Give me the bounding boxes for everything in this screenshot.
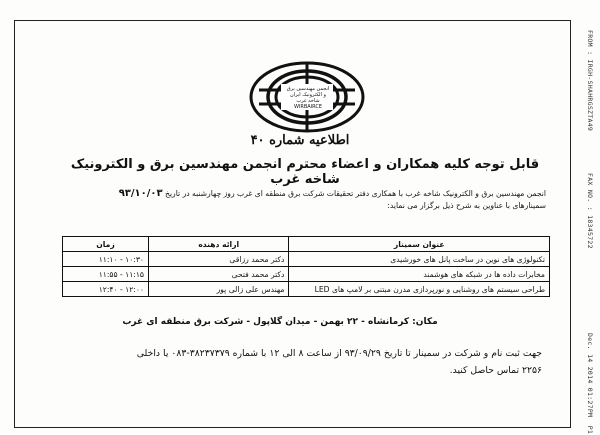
row-presenter: دکتر محمد رزاقی [149,252,289,267]
table-row [63,252,550,267]
intro-paragraph [60,188,546,212]
table-row [63,282,550,297]
fax-header-strip [580,30,594,435]
row-title: طراحی سیستم های روشنایی و نورپردازی مدرن مبتنی بر لامپ های LED [289,282,550,297]
seminar-date: ۹۳/۱۰/۰۳ [118,188,163,199]
table-header-row [63,237,550,252]
header-title: عنوان سمینار [289,237,550,252]
row-time: ۱۲:۰۰ - ۱۲:۴۰ [63,282,149,297]
registration-line-2: ۲۲۵۶ تماس حاصل کنید. [449,365,542,376]
row-title: مخابرات داده ها در شبکه های هوشمند [289,267,550,282]
row-time: ۱۱:۱۵ - ۱۱:۵۵ [63,267,149,282]
seminar-table [62,236,550,297]
notice-title: اطلاعیه شماره ۴۰ [250,133,350,148]
row-title: تکنولوژی های نوین در ساخت پانل های خورشیدی [289,252,550,267]
header-presenter: ارائه دهنده [149,237,289,252]
row-time: ۱۰:۳۰ - ۱۱:۱۰ [63,252,149,267]
row-presenter: دکتر محمد فتحی [149,267,289,282]
row-presenter: مهندس علی زالی پور [149,282,289,297]
notice-subtitle: قابل توجه کلیه همکاران و اعضاء محترم انجمن مهندسین برق و الکترونیک شاخه غرب [70,157,540,187]
location-line: مکان: کرمانشاه - ۲۲ بهمن - میدان گلاپول - شرکت برق منطقه ای غرب [122,317,438,327]
intro-text-2: سمینارهای با عناوین به شرح ذیل برگزار می نماید: [387,201,546,210]
header-time: زمان [63,237,149,252]
table-row [63,267,550,282]
logo-caption: انجمن مهندسین برق و الکترونیک ایران شاخه غرب WIRBAIRCE [286,86,330,110]
registration-paragraph [62,345,542,379]
registration-line-1: جهت ثبت نام و شرکت در سمینار تا تاریخ ۹۳/۰۹/۲۹ از ساعت ۸ الی ۱۲ با شماره ۳۸۲۳۷۳۷۹-۰۸۳ یا داخلی [136,348,542,359]
fax-number: FAX NO. : 18345722 [586,173,594,250]
fax-from: FROM : IRGH-SHAHRGSZTA49 [586,30,594,132]
fax-date: Dec. 14 2014 01:27PM P1 [586,333,594,435]
intro-text: انجمن مهندسین برق و الکترونیک شاخه غرب با همکاری دفتر تحقیقات شرکت برق منطقه ای غرب روز چهارشنبه در تاریخ [165,189,546,198]
